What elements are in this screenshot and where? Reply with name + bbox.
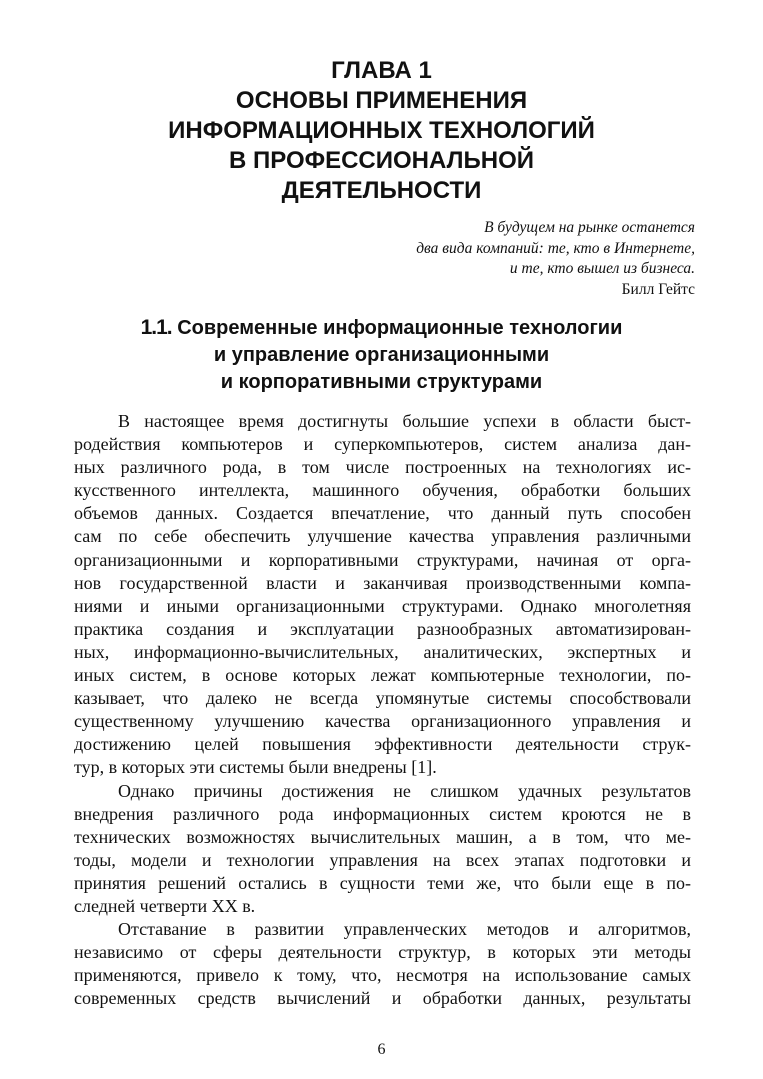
- section-title-line: Современные информационные технологии: [177, 317, 623, 339]
- chapter-title: [0, 56, 763, 206]
- text-line: ных, информационно-вычислительных, аналитических, экспертных и: [74, 641, 691, 662]
- text-line: кусственного интеллекта, машинного обучения, обработки больших: [74, 480, 691, 501]
- text-line: практика создания и эксплуатации разнообразных автоматизирован-: [74, 618, 691, 639]
- epigraph: [255, 218, 695, 300]
- text-line: сам по себе обеспечить улучшение качества управления различными: [74, 526, 691, 547]
- paragraph: [74, 918, 691, 1010]
- page-number: 6: [377, 1041, 386, 1058]
- epigraph-line: и те, кто вышел из бизнеса.: [509, 260, 695, 277]
- section-number: 1.1.: [140, 316, 172, 339]
- text-line: родействия компьютеров и суперкомпьютеров, систем анализа дан-: [74, 434, 691, 455]
- paragraph: [74, 410, 691, 780]
- text-line: следней четверти XX в.: [74, 895, 256, 916]
- text-line: объемов данных. Создается впечатление, что данный путь способен: [74, 503, 691, 524]
- paragraph: [74, 780, 691, 919]
- section-title-line: и управление организационными: [213, 344, 550, 366]
- body-text: [74, 410, 691, 1010]
- text-line: достижению целей повышения эффективности деятельности струк-: [74, 734, 691, 755]
- chapter-title-line: ДЕЯТЕЛЬНОСТИ: [281, 177, 482, 204]
- text-line: внедрения различного рода информационных систем кроются не в: [74, 803, 691, 824]
- text-line: Однако причины достижения не слишком удачных результатов: [118, 780, 691, 801]
- section-title-first-line: [0, 314, 763, 342]
- text-line: тоды, модели и технологии управления на всех этапах подготовки и: [74, 849, 691, 870]
- text-line: существенному улучшению качества организационного управления и: [74, 711, 691, 732]
- epigraph-line: В будущем на рынке останется: [484, 219, 695, 236]
- chapter-title-line: ГЛАВА 1: [331, 57, 432, 84]
- section-title: [0, 314, 763, 396]
- epigraph-author: Билл Гейтс: [621, 280, 695, 298]
- text-line: организационными и корпоративными структурами, начиная от орга-: [74, 549, 691, 570]
- text-line: технических возможностях вычислительных машин, а в том, что ме-: [74, 826, 691, 847]
- text-line: применяются, привело к тому, что, несмотря на использование самых: [74, 965, 691, 986]
- chapter-title-line: В ПРОФЕССИОНАЛЬНОЙ: [229, 147, 534, 174]
- text-line: ных различного рода, в том числе построенных на технологиях ис-: [74, 457, 691, 478]
- text-line: современных средств вычислений и обработки данных, результаты: [74, 988, 691, 1009]
- text-line: независимо от сферы деятельности структур, в которых эти методы: [74, 942, 691, 963]
- text-line: казывает, что далеко не всегда упомянутые системы способствовали: [74, 688, 691, 709]
- text-line: ниями и иными организационными структурами. Однако многолетняя: [74, 595, 691, 616]
- text-line: В настоящее время достигнуты большие успехи в области быст-: [118, 411, 691, 431]
- section-title-line: и корпоративными структурами: [220, 371, 543, 393]
- text-line: иных систем, в основе которых лежат компьютерные технологии, по-: [74, 665, 691, 686]
- text-line: принятия решений остались в сущности теми же, что были еще в по-: [74, 872, 691, 893]
- text-line: тур, в которых эти системы были внедрены [1].: [74, 757, 437, 778]
- text-line: нов государственной власти и заканчивая производственными компа-: [74, 572, 691, 593]
- chapter-title-line: ОСНОВЫ ПРИМЕНЕНИЯ: [235, 87, 528, 114]
- epigraph-line: два вида компаний: те, кто в Интернете,: [416, 239, 695, 257]
- text-line: Отставание в развитии управленческих методов и алгоритмов,: [118, 919, 691, 940]
- chapter-title-line: ИНФОРМАЦИОННЫХ ТЕХНОЛОГИЙ: [168, 117, 595, 144]
